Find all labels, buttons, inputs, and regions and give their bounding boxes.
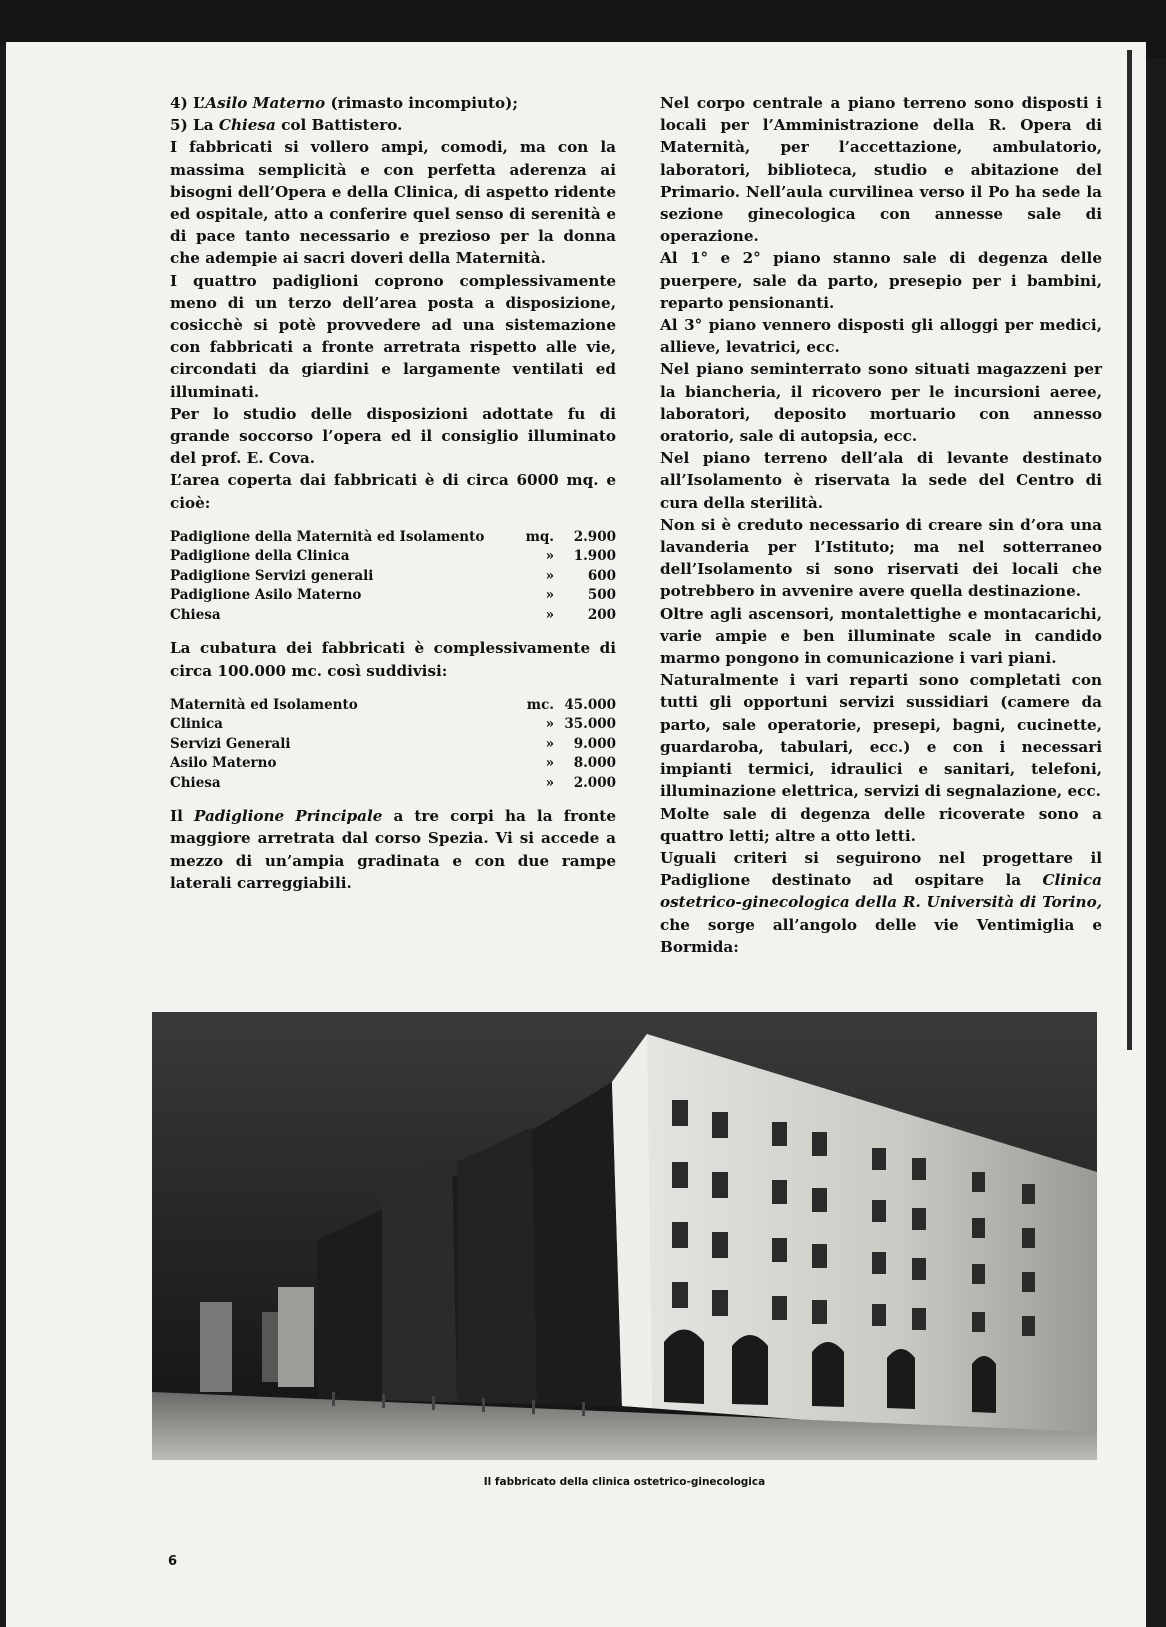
table-cell-unit: » <box>545 567 554 584</box>
table-cell-unit: mq. <box>525 528 554 545</box>
table-cell-label: Asilo Materno <box>170 755 277 772</box>
table-cell-label: Padiglione Asilo Materno <box>170 587 362 604</box>
table-row <box>170 586 616 606</box>
table-cell-value: 9.000 <box>573 735 616 752</box>
table-cell-unit: » <box>545 716 554 733</box>
table-row <box>170 715 616 735</box>
table-cell-value: 45.000 <box>564 696 616 713</box>
paragraph: Oltre agli ascensori, montalettighe e montacarichi, varie ampie e ben illuminate scale in candido marmo pongono in comunicazione i vari piani. <box>660 604 1102 668</box>
table-cell-unit: » <box>545 606 554 623</box>
list-item: 5) La Chiesa col Battistero. <box>170 116 403 135</box>
table-cell-unit: » <box>545 774 554 791</box>
covered-area-table <box>170 528 616 626</box>
paragraph: Nel corpo centrale a piano terreno sono disposti i locali per l’Amministrazione della R. Opera di Maternità, per l’accettazione, ambulatorio, laboratori, biblioteca, studio e abitazione del Primario. Nell’aula curvilinea verso il Po ha sede la sezione ginecologica con annesse sale di operazione. <box>660 94 1102 246</box>
paragraph: Naturalmente i vari reparti sono completati con tutti gli opportuni servizi sussidiari (camere da parto, sale operatorie, presepi, bagni, cucinette, guardaroba, tabulari, ecc.) e con i necessari impianti termici, idraulici e sanitari, telefoni, illuminazione elettrica, servizi di segnalazione, ecc. <box>660 671 1102 801</box>
table-cell-unit: mc. <box>526 696 554 713</box>
paragraph: I quattro padiglioni coprono complessivamente meno di un terzo dell’area posta a disposizione, cosicchè si potè provvedere ad una sistemazione con fabbricati a fronte arretrata rispetto alle vie, circondati da giardini e largamente ventilati ed illuminati. <box>170 271 616 401</box>
paragraph: Non si è creduto necessario di creare sin d’ora una lavanderia per l’Istituto; ma nel sotterraneo dell’Isolamento si sono riservati dei locali che potrebbero in avvenire avere quella destinazione. <box>660 515 1102 601</box>
left-column <box>170 92 616 894</box>
table-cell-label: Padiglione della Maternità ed Isolamento <box>170 528 485 545</box>
building-photo <box>152 1012 1097 1460</box>
list-item: 4) L’Asilo Materno (rimasto incompiuto); <box>170 94 518 112</box>
paragraph: La cubatura dei fabbricati è complessivamente di circa 100.000 mc. così suddivisi: <box>170 639 616 680</box>
table-cell-label: Padiglione Servizi generali <box>170 567 374 584</box>
table-row <box>170 696 616 716</box>
paragraph: Al 3° piano vennero disposti gli alloggi per medici, allieve, levatrici, ecc. <box>660 316 1102 357</box>
table-cell-value: 500 <box>587 587 616 604</box>
table-cell-unit: » <box>545 548 554 565</box>
table-row <box>170 774 616 794</box>
right-column <box>660 92 1102 958</box>
table-row <box>170 567 616 587</box>
paragraph: I fabbricati si vollero ampi, comodi, ma con la massima semplicità e con perfetta aderenza ai bisogni dell’Opera e della Clinica, di aspetto ridente ed ospitale, atto a conferire quel senso di serenità e di pace tanto necessario e prezioso per la donna che adempie ai sacri doveri della Maternità. <box>170 138 616 268</box>
page-number: 6 <box>168 1554 178 1569</box>
table-cell-label: Chiesa <box>170 606 221 623</box>
table-cell-value: 2.900 <box>573 528 616 545</box>
table-cell-label: Chiesa <box>170 774 221 791</box>
paragraph: Per lo studio delle disposizioni adottate fu di grande soccorso l’opera ed il consiglio illuminato del prof. E. Cova. <box>170 404 616 468</box>
table-cell-unit: » <box>545 755 554 772</box>
table-row <box>170 606 616 626</box>
table-row <box>170 547 616 567</box>
paragraph: Nel piano terreno dell’ala di levante destinato all’Isolamento è riservata la sede del Centro di cura della sterilità. <box>660 449 1102 512</box>
table-cell-unit: » <box>545 587 554 604</box>
table-cell-label: Servizi Generali <box>170 735 291 752</box>
page-edge-shadow <box>1127 50 1132 1050</box>
table-cell-value: 1.900 <box>573 548 616 565</box>
building-illustration <box>152 1012 1097 1460</box>
table-cell-value: 2.000 <box>573 774 616 791</box>
paragraph: L’area coperta dai fabbricati è di circa 6000 mq. e cioè: <box>170 471 616 512</box>
table-cell-value: 600 <box>587 567 616 584</box>
paragraph: Il Padiglione Principale a tre corpi ha la fronte maggiore arretrata dal corso Spezia. Vi si accede a mezzo di un’ampia gradinata e con due rampe laterali carreggiabili. <box>170 807 616 892</box>
table-cell-label: Padiglione della Clinica <box>170 548 350 565</box>
table-cell-label: Clinica <box>170 716 223 733</box>
table-cell-value: 200 <box>587 606 616 623</box>
table-cell-label: Maternità ed Isolamento <box>170 696 358 713</box>
table-row <box>170 735 616 755</box>
top-scan-border <box>0 0 1166 44</box>
table-cell-unit: » <box>545 735 554 752</box>
photo-caption: Il fabbricato della clinica ostetrico-ginecologica <box>483 1476 766 1488</box>
volume-table <box>170 696 616 794</box>
table-cell-value: 8.000 <box>573 755 616 772</box>
paragraph: Nel piano seminterrato sono situati magazzeni per la biancheria, il ricovero per le incursioni aeree, laboratori, deposito mortuario con annesso oratorio, sale di autopsia, ecc. <box>660 360 1102 446</box>
paragraph: Molte sale di degenza delle ricoverate sono a quattro letti; altre a otto letti. <box>660 804 1102 845</box>
table-row <box>170 528 616 548</box>
paragraph: Uguali criteri si seguirono nel progettare il Padiglione destinato ad ospitare la Clinica ostetrico-ginecologica della R. Università di Torino, che sorge all’angolo delle vie Ventimiglia e Bormida: <box>660 848 1102 956</box>
table-cell-value: 35.000 <box>564 716 616 733</box>
table-row <box>170 754 616 774</box>
paragraph: Al 1° e 2° piano stanno sale di degenza delle puerpere, sale da parto, presepio per i bambini, reparto pensionanti. <box>660 249 1102 312</box>
